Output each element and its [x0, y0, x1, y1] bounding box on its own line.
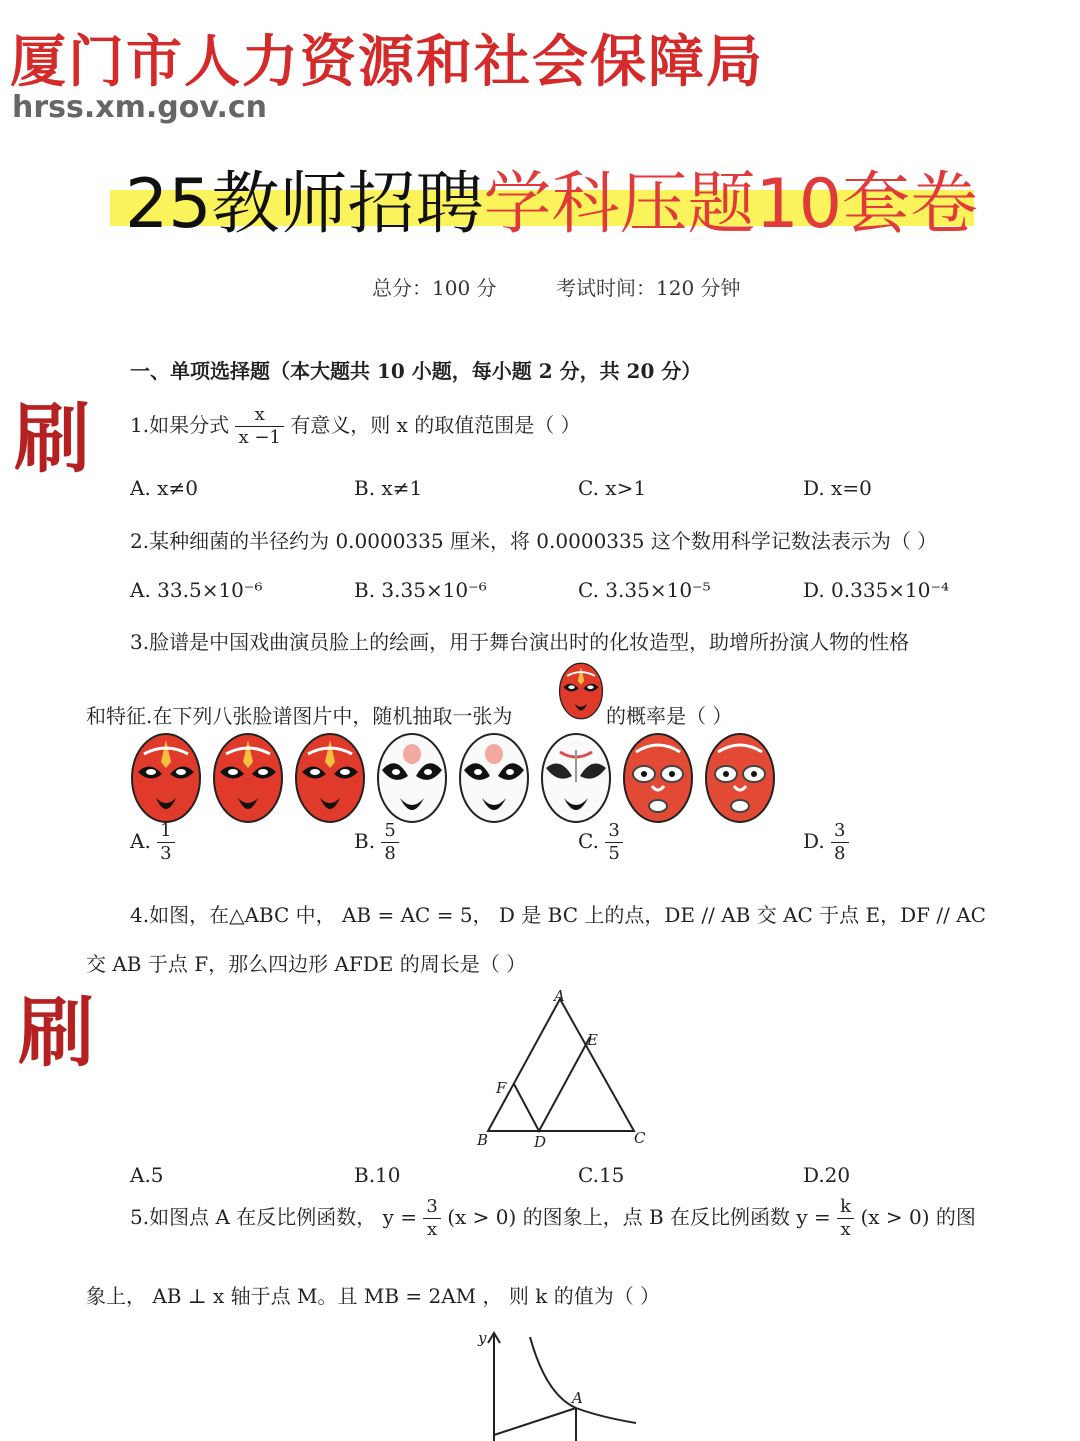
opera-mask-target-icon [558, 662, 604, 720]
question-5-line1 [130, 1196, 976, 1241]
q2-option-d[interactable]: D. 0.335×10⁻⁴ [803, 578, 950, 602]
q3-d-den: 8 [834, 843, 846, 864]
q5-fraction-2 [837, 1196, 854, 1241]
q3-option-d[interactable] [803, 820, 849, 865]
question-3-line1: 3.脸谱是中国戏曲演员脸上的绘画，用于舞台演出时的化妆造型，助增所扮演人物的性格 [130, 630, 910, 654]
q5-den1: x [427, 1219, 438, 1240]
opera-mask-red-2 [212, 732, 284, 824]
question-4-line1: 4.如图，在△ABC 中， AB = AC = 5， D 是 BC 上的点，DE // AB 交 AC 于点 E，DF // AC [130, 903, 986, 927]
opera-mask-white-3 [540, 732, 612, 824]
q5-den2: x [840, 1219, 851, 1240]
q1-den: x −1 [238, 427, 281, 448]
hyperbola-graph [460, 1325, 660, 1441]
brush-mark-2: 刷 [18, 988, 94, 1077]
q3-c-fraction [605, 820, 622, 865]
q3-c-den: 5 [608, 843, 620, 864]
q5-num1: 3 [423, 1196, 440, 1219]
title-black: 25教师招聘 [125, 165, 484, 244]
question-5-line2: 象上， AB ⊥ x 轴于点 M。且 MB = 2AM ， 则 k 的值为（ ） [86, 1284, 661, 1308]
question-3-line2b: 的概率是（ ） [606, 704, 733, 728]
parallel-lines [514, 1037, 590, 1131]
q5-mid: (x > 0) 的图象上，点 B 在反比例函数 y = [447, 1205, 831, 1229]
triangle-abc [488, 999, 634, 1131]
graph-y-label: y [478, 1329, 487, 1347]
org-url: hrss.xm.gov.cn [12, 90, 267, 125]
q5-fraction-1 [423, 1196, 440, 1241]
q3-b-den: 8 [384, 843, 396, 864]
q4-option-b[interactable]: B.10 [354, 1163, 401, 1187]
q3-option-a[interactable] [130, 820, 175, 865]
q5-post: (x > 0) 的图 [860, 1205, 976, 1229]
q3-b-fraction [381, 820, 398, 865]
label-d: D [534, 1133, 547, 1150]
q4-option-a[interactable]: A.5 [130, 1163, 164, 1187]
question-3-line2a: 和特征.在下列八张脸谱图片中，随机抽取一张为 [86, 704, 513, 728]
q3-a-den: 3 [160, 843, 172, 864]
q4-option-d[interactable]: D.20 [803, 1163, 851, 1187]
label-e: E [587, 1031, 598, 1049]
question-2: 2.某种细菌的半径约为 0.0000335 厘米，将 0.0000335 这个数用科学记数法表示为（ ） [130, 529, 938, 553]
q3-c-num: 3 [605, 820, 622, 843]
hyperbola-curve [530, 1337, 636, 1423]
org-name: 厦门市人力资源和社会保障局 [10, 30, 764, 95]
q1-pre: 1.如果分式 [130, 413, 230, 437]
q2-option-c[interactable]: C. 3.35×10⁻⁵ [578, 578, 711, 602]
q2-option-b[interactable]: B. 3.35×10⁻⁶ [354, 578, 487, 602]
q1-option-c[interactable]: C. x>1 [578, 476, 647, 500]
q3-b-num: 5 [381, 820, 398, 843]
q5-num2: k [837, 1196, 854, 1219]
opera-mask-pink-2 [704, 732, 776, 824]
q3-d-num: 3 [831, 820, 848, 843]
page-title [125, 150, 978, 247]
section-heading: 一、单项选择题（本大题共 10 小题，每小题 2 分，共 20 分） [130, 359, 702, 383]
q3-a-label: A. [130, 829, 151, 853]
q3-a-num: 1 [157, 820, 174, 843]
q4-option-c[interactable]: C.15 [578, 1163, 625, 1187]
q3-c-label: C. [578, 829, 599, 853]
q1-fraction [235, 404, 283, 449]
label-c: C [634, 1129, 646, 1147]
label-b: B [477, 1131, 489, 1149]
graph-a-label: A [572, 1389, 583, 1407]
q1-num: x [235, 404, 283, 427]
total-score: 总分：100 分 [372, 276, 497, 300]
q3-option-b[interactable] [354, 820, 399, 865]
label-f: F [496, 1079, 507, 1097]
label-a: A [554, 987, 565, 1005]
q3-option-c[interactable] [578, 820, 623, 865]
q1-post: 有意义，则 x 的取值范围是（ ） [290, 413, 581, 437]
q1-option-b[interactable]: B. x≠1 [354, 476, 423, 500]
title-red: 学科压题10套卷 [483, 165, 979, 244]
question-1 [130, 404, 581, 449]
triangle-diagram [470, 985, 660, 1150]
opera-mask-pink-1 [622, 732, 694, 824]
q3-d-label: D. [803, 829, 825, 853]
opera-mask-red-1 [130, 732, 202, 824]
q1-option-a[interactable]: A. x≠0 [130, 476, 198, 500]
q3-d-fraction [831, 820, 848, 865]
q2-option-a[interactable]: A. 33.5×10⁻⁶ [130, 578, 263, 602]
q1-option-d[interactable]: D. x=0 [803, 476, 872, 500]
opera-mask-row [130, 732, 776, 824]
opera-mask-white-1 [376, 732, 448, 824]
exam-time: 考试时间：120 分钟 [556, 276, 741, 300]
opera-mask-white-2 [458, 732, 530, 824]
q5-pre: 5.如图点 A 在反比例函数， y = [130, 1205, 418, 1229]
question-4-line2: 交 AB 于点 F，那么四边形 AFDE 的周长是（ ） [86, 952, 527, 976]
opera-mask-red-3 [294, 732, 366, 824]
brush-mark-1: 刷 [14, 394, 90, 483]
q3-b-label: B. [354, 829, 376, 853]
line-oa [494, 1408, 576, 1435]
q3-a-fraction [157, 820, 174, 865]
